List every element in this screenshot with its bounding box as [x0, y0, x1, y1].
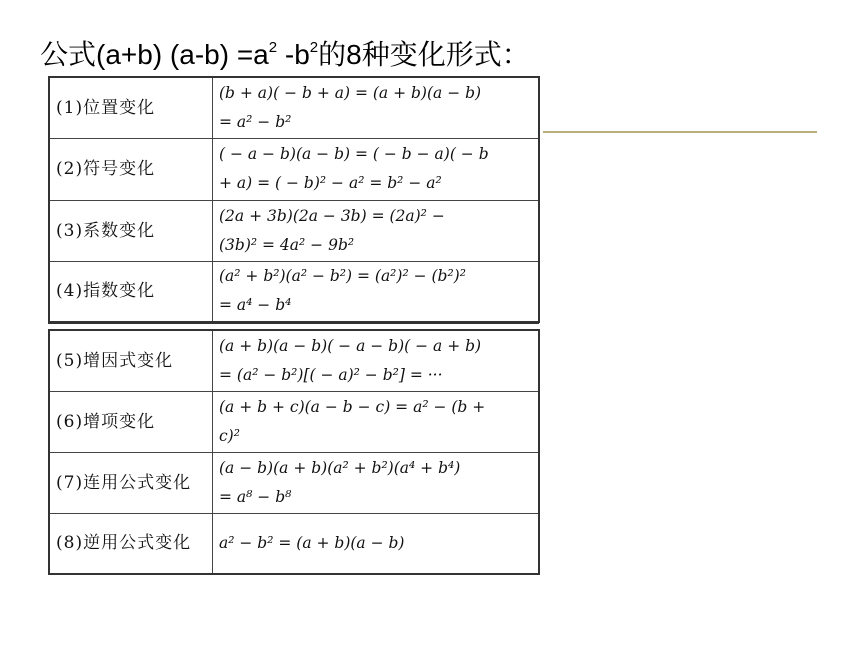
- formula-line-1: a² − b² = (a + b)(a − b): [219, 533, 405, 552]
- table-row: [49, 77, 539, 138]
- row-label: (2)符号变化: [49, 138, 213, 200]
- row-formula: [213, 261, 540, 322]
- row-formula: [213, 138, 540, 200]
- formula-line-1: (a + b)(a − b)( − a − b)( − a + b): [219, 336, 482, 355]
- row-formula: [213, 513, 540, 574]
- formula-table-top: [48, 76, 540, 323]
- table-row: [49, 513, 539, 574]
- row-label: (6)增项变化: [49, 391, 213, 452]
- page-title: 公式(a+b) $(a-b) =a^2$ $-b^2$的8种变化形式：: [40, 39, 530, 70]
- formula-line-1: (a + b + c)(a − b − c) = a² − (b +: [219, 397, 486, 416]
- row-formula: [213, 330, 540, 391]
- formula-line-1: (a − b)(a + b)(a² + b²)(a⁴ + b⁴): [219, 458, 461, 477]
- formula-line-2: c)²: [219, 426, 240, 445]
- row-label: (3)系数变化: [49, 200, 213, 261]
- formula-line-2: = a⁸ − b⁸: [219, 487, 292, 506]
- table-row: [49, 261, 539, 322]
- table-row: [49, 138, 539, 200]
- table-separator: [48, 322, 539, 324]
- row-label: (7)连用公式变化: [49, 452, 213, 513]
- table-row: [49, 330, 539, 391]
- row-formula: [213, 452, 540, 513]
- row-label: (5)增因式变化: [49, 330, 213, 391]
- row-formula: [213, 391, 540, 452]
- formula-line-2: = (a² − b²)[( − a)² − b²] = ···: [219, 365, 443, 384]
- formula-line-2: (3b)² = 4a² − 9b²: [219, 235, 355, 254]
- formula-line-2: = a⁴ − b⁴: [219, 296, 292, 315]
- row-formula: [213, 200, 540, 261]
- table-row: [49, 200, 539, 261]
- formula-line-1: (2a + 3b)(2a − 3b) = (2a)² −: [219, 206, 445, 225]
- table-row: [49, 391, 539, 452]
- row-label: (4)指数变化: [49, 261, 213, 322]
- formula-line-2: = a² − b²: [219, 112, 292, 131]
- row-label: (8)逆用公式变化: [49, 513, 213, 574]
- formula-line-1: (b + a)( − b + a) = (a + b)(a − b): [219, 83, 482, 102]
- formula-line-1: (a² + b²)(a² − b²) = (a²)² − (b²)²: [219, 267, 466, 286]
- formula-table-bottom: [48, 329, 540, 575]
- row-label: (1)位置变化: [49, 77, 213, 138]
- formula-line-2: + a) = ( − b)² − a² = b² − a²: [219, 174, 442, 192]
- decorative-divider-line: [543, 131, 817, 133]
- formula-line-1: ( − a − b)(a − b) = ( − b − a)( − b: [219, 145, 489, 163]
- row-formula: [213, 77, 540, 138]
- table-row: [49, 452, 539, 513]
